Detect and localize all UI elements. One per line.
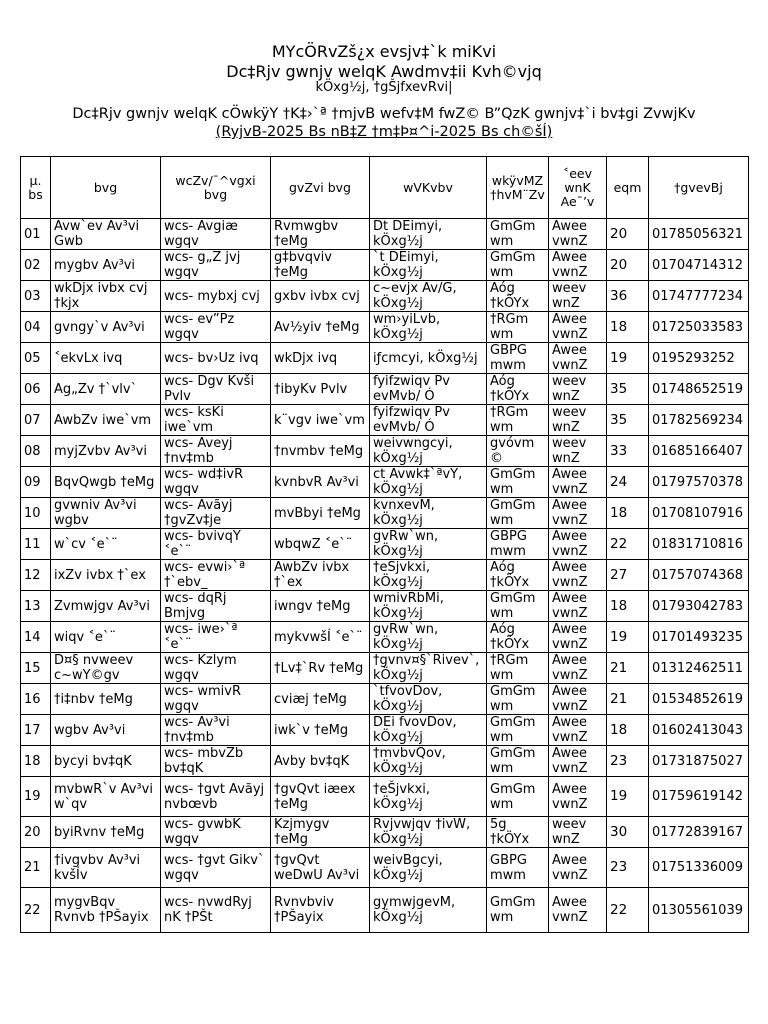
mother-name-cell: iwk`v †eMg bbox=[271, 715, 370, 746]
table-row bbox=[21, 777, 749, 817]
education-cell: GmGm wm bbox=[487, 777, 549, 817]
name-cell: gvwniv Av³vi wgbv bbox=[51, 498, 161, 529]
mobile-cell: 01701493235 bbox=[649, 622, 749, 653]
age-cell: 24 bbox=[607, 467, 649, 498]
age-cell: 18 bbox=[607, 591, 649, 622]
col-header-age: eqm bbox=[607, 157, 649, 219]
government-name: MYcÖRvZš¿x evsjv‡`k miKvi bbox=[271, 42, 497, 61]
serial-cell: 08 bbox=[21, 436, 51, 467]
mother-name-cell: Avby bv‡qK bbox=[271, 746, 370, 777]
address-cell: wmivRbMi, kÖxg½j bbox=[370, 591, 487, 622]
col-header-education: wkÿvMZ †hvM¨Zv bbox=[487, 157, 549, 219]
serial-cell: 10 bbox=[21, 498, 51, 529]
col-header-name: bvg bbox=[51, 157, 161, 219]
serial-cell: 15 bbox=[21, 653, 51, 684]
address-cell: DEi fvovDov, kÖxg½j bbox=[370, 715, 487, 746]
serial-cell: 17 bbox=[21, 715, 51, 746]
age-cell: 21 bbox=[607, 653, 649, 684]
serial-cell: 05 bbox=[21, 343, 51, 374]
mother-name-cell: cviæj †eMg bbox=[271, 684, 370, 715]
mother-name-cell: k¨vgv iwe`vm bbox=[271, 405, 370, 436]
marital-status-cell: Awee vwnZ bbox=[549, 250, 607, 281]
age-cell: 20 bbox=[607, 219, 649, 250]
education-cell: GmGm wm bbox=[487, 498, 549, 529]
marital-status-cell: Awee vwnZ bbox=[549, 715, 607, 746]
marital-status-cell: Awee vwnZ bbox=[549, 219, 607, 250]
age-cell: 22 bbox=[607, 888, 649, 933]
mother-name-cell: †ibyKv Pvlv bbox=[271, 374, 370, 405]
table-row bbox=[21, 343, 749, 374]
serial-cell: 19 bbox=[21, 777, 51, 817]
marital-status-cell: Awee vwnZ bbox=[549, 684, 607, 715]
father-name-cell: wcs- wd‡ivR wgqv bbox=[161, 467, 271, 498]
marital-status-cell: Awee vwnZ bbox=[549, 529, 607, 560]
mother-name-cell: †nvmbv †eMg bbox=[271, 436, 370, 467]
father-name-cell: wcs- Kzlym wgqv bbox=[161, 653, 271, 684]
table-header-row bbox=[21, 157, 749, 219]
serial-cell: 03 bbox=[21, 281, 51, 312]
mobile-cell: 01759619142 bbox=[649, 777, 749, 817]
address-cell: †mvbvQov, kÖxg½j bbox=[370, 746, 487, 777]
age-cell: 19 bbox=[607, 777, 649, 817]
serial-cell: 21 bbox=[21, 848, 51, 888]
address-cell: fyifzwiqv Pv evMvb/ Ó bbox=[370, 374, 487, 405]
education-cell: GmGm wm bbox=[487, 250, 549, 281]
education-cell: GmGm wm bbox=[487, 467, 549, 498]
education-cell: Aóg †kÖYx bbox=[487, 374, 549, 405]
age-cell: 30 bbox=[607, 817, 649, 848]
table-row bbox=[21, 281, 749, 312]
address-cell: weivBgcyi, kÖxg½j bbox=[370, 848, 487, 888]
education-cell: GBPG mwm bbox=[487, 529, 549, 560]
table-row bbox=[21, 653, 749, 684]
table-row bbox=[21, 591, 749, 622]
father-name-cell: wcs- †gvt Gikv` wgqv bbox=[161, 848, 271, 888]
address-cell: `tfvovDov, kÖxg½j bbox=[370, 684, 487, 715]
father-name-cell: wcs- g„Z jvj wgqv bbox=[161, 250, 271, 281]
serial-cell: 16 bbox=[21, 684, 51, 715]
name-cell: Zvmwjgv Av³vi bbox=[51, 591, 161, 622]
mobile-cell: 01725033583 bbox=[649, 312, 749, 343]
name-cell: BqvQwgb †eMg bbox=[51, 467, 161, 498]
age-cell: 23 bbox=[607, 848, 649, 888]
mother-name-cell: †gvQvt weDwU Av³vi bbox=[271, 848, 370, 888]
education-cell: GmGm wm bbox=[487, 888, 549, 933]
address-cell: ct Avwk‡`ªvY, kÖxg½j bbox=[370, 467, 487, 498]
father-name-cell: wcs- bvivqY ˂e`¨ bbox=[161, 529, 271, 560]
education-cell: GmGm wm bbox=[487, 684, 549, 715]
name-cell: ˂ekvLx ivq bbox=[51, 343, 161, 374]
age-cell: 35 bbox=[607, 374, 649, 405]
marital-status-cell: Awee vwnZ bbox=[549, 498, 607, 529]
address-cell: †eSjvkxi, kÖxg½j bbox=[370, 560, 487, 591]
table-row bbox=[21, 405, 749, 436]
education-cell: GmGm wm bbox=[487, 219, 549, 250]
mobile-cell: 01312462511 bbox=[649, 653, 749, 684]
serial-cell: 06 bbox=[21, 374, 51, 405]
age-cell: 35 bbox=[607, 405, 649, 436]
name-cell: Ag„Zv †`vlv` bbox=[51, 374, 161, 405]
father-name-cell: wcs- mbvZb bv‡qK bbox=[161, 746, 271, 777]
table-row bbox=[21, 312, 749, 343]
serial-cell: 20 bbox=[21, 817, 51, 848]
address-cell: gvRw`wn, kÖxg½j bbox=[370, 529, 487, 560]
mother-name-cell: AwbZv ivbx †`ex bbox=[271, 560, 370, 591]
document-period: (RyjvB-2025 Bs nB‡Z †m‡Þ¤^i-2025 Bs ch©šÍ) bbox=[215, 124, 553, 140]
name-cell: mvbwR`v Av³vi w`qv bbox=[51, 777, 161, 817]
name-cell: myjZvbv Av³vi bbox=[51, 436, 161, 467]
age-cell: 23 bbox=[607, 746, 649, 777]
age-cell: 19 bbox=[607, 343, 649, 374]
table-row bbox=[21, 529, 749, 560]
marital-status-cell: Awee vwnZ bbox=[549, 653, 607, 684]
mobile-cell: 01708107916 bbox=[649, 498, 749, 529]
mother-name-cell: Rvmwgbv †eMg bbox=[271, 219, 370, 250]
name-cell: †ivgvbv Av³vi kvšÍv bbox=[51, 848, 161, 888]
mother-name-cell: Rvnvbviv †PŠayix bbox=[271, 888, 370, 933]
marital-status-cell: Awee vwnZ bbox=[549, 560, 607, 591]
education-cell: GmGm wm bbox=[487, 715, 549, 746]
serial-cell: 01 bbox=[21, 219, 51, 250]
name-cell: wkDjx ivbx cvj †kjx bbox=[51, 281, 161, 312]
col-header-marital: ˂eev wnK Ae¯’v bbox=[549, 157, 607, 219]
mobile-cell: 01831710816 bbox=[649, 529, 749, 560]
age-cell: 36 bbox=[607, 281, 649, 312]
name-cell: AwbZv iwe`vm bbox=[51, 405, 161, 436]
mobile-cell: 01782569234 bbox=[649, 405, 749, 436]
address-cell: gvRw`wn, kÖxg½j bbox=[370, 622, 487, 653]
table-row bbox=[21, 560, 749, 591]
name-cell: ixZv ivbx †`ex bbox=[51, 560, 161, 591]
education-cell: GmGm wm bbox=[487, 591, 549, 622]
trainee-table bbox=[20, 156, 749, 933]
mobile-cell: 01772839167 bbox=[649, 817, 749, 848]
age-cell: 22 bbox=[607, 529, 649, 560]
age-cell: 18 bbox=[607, 312, 649, 343]
table-row bbox=[21, 498, 749, 529]
marital-status-cell: Awee vwnZ bbox=[549, 848, 607, 888]
mother-name-cell: wbqwZ ˂e`¨ bbox=[271, 529, 370, 560]
table-row bbox=[21, 848, 749, 888]
col-header-mobile: †gvevBj bbox=[649, 157, 749, 219]
mother-name-cell: †Lv‡`Rv †eMg bbox=[271, 653, 370, 684]
marital-status-cell: weev wnZ bbox=[549, 817, 607, 848]
father-name-cell: wcs- mybxj cvj bbox=[161, 281, 271, 312]
marital-status-cell: weev wnZ bbox=[549, 374, 607, 405]
age-cell: 18 bbox=[607, 715, 649, 746]
mobile-cell: 01747777234 bbox=[649, 281, 749, 312]
table-row bbox=[21, 684, 749, 715]
father-name-cell: wcs- bv›Uz ivq bbox=[161, 343, 271, 374]
col-header-father: wcZv/¯^vgxi bvg bbox=[161, 157, 271, 219]
father-name-cell: wcs- Avãyj †gvZv‡je bbox=[161, 498, 271, 529]
age-cell: 27 bbox=[607, 560, 649, 591]
name-cell: †i‡nbv †eMg bbox=[51, 684, 161, 715]
father-name-cell: wcs- ev”Pz wgqv bbox=[161, 312, 271, 343]
address-cell: Dt DEimyi, kÖxg½j bbox=[370, 219, 487, 250]
table-row bbox=[21, 746, 749, 777]
address-cell: wm›yiLvb, kÖxg½j bbox=[370, 312, 487, 343]
father-name-cell: wcs- ksKi iwe`vm bbox=[161, 405, 271, 436]
mobile-cell: 01793042783 bbox=[649, 591, 749, 622]
table-row bbox=[21, 888, 749, 933]
name-cell: w`cv ˂e`¨ bbox=[51, 529, 161, 560]
address-cell: †gvnv¤§`Rivev`, kÖxg½j bbox=[370, 653, 487, 684]
name-cell: D¤§ nvweev c~wY©gv bbox=[51, 653, 161, 684]
marital-status-cell: Awee vwnZ bbox=[549, 888, 607, 933]
name-cell: bycyi bv‡qK bbox=[51, 746, 161, 777]
table-row bbox=[21, 374, 749, 405]
father-name-cell: wcs- Av³vi †nv‡mb bbox=[161, 715, 271, 746]
name-cell: wiqv ˂e`¨ bbox=[51, 622, 161, 653]
table-row bbox=[21, 715, 749, 746]
mother-name-cell: Kzjmygv †eMg bbox=[271, 817, 370, 848]
marital-status-cell: weev wnZ bbox=[549, 405, 607, 436]
mobile-cell: 0195293252 bbox=[649, 343, 749, 374]
education-cell: GmGm wm bbox=[487, 746, 549, 777]
address-cell: `t DEimyi, kÖxg½j bbox=[370, 250, 487, 281]
serial-cell: 09 bbox=[21, 467, 51, 498]
marital-status-cell: weev wnZ bbox=[549, 281, 607, 312]
father-name-cell: wcs- iwe›`ª ˂e`¨ bbox=[161, 622, 271, 653]
address-cell: iƒcmcyi, kÖxg½j bbox=[370, 343, 487, 374]
education-cell: †RGm wm bbox=[487, 405, 549, 436]
father-name-cell: wcs- Aveyj †nv‡mb bbox=[161, 436, 271, 467]
father-name-cell: wcs- evwi›`ª †`ebv_ bbox=[161, 560, 271, 591]
marital-status-cell: Awee vwnZ bbox=[549, 467, 607, 498]
col-header-address: wVKvbv bbox=[370, 157, 487, 219]
address-cell: kvnxevM, kÖxg½j bbox=[370, 498, 487, 529]
col-header-mother: gvZvi bvg bbox=[271, 157, 370, 219]
table-row bbox=[21, 436, 749, 467]
address-cell: c~evjx Av/G, kÖxg½j bbox=[370, 281, 487, 312]
mobile-cell: 01602413043 bbox=[649, 715, 749, 746]
education-cell: †RGm wm bbox=[487, 653, 549, 684]
mother-name-cell: kvnbvR Av³vi bbox=[271, 467, 370, 498]
mobile-cell: 01305561039 bbox=[649, 888, 749, 933]
education-cell: GBPG mwm bbox=[487, 848, 549, 888]
father-name-cell: wcs- gvwbK wgqv bbox=[161, 817, 271, 848]
name-cell: byiRvnv †eMg bbox=[51, 817, 161, 848]
table-row bbox=[21, 467, 749, 498]
serial-cell: 07 bbox=[21, 405, 51, 436]
mother-name-cell: †gvQvt iæex †eMg bbox=[271, 777, 370, 817]
mother-name-cell: g‡bvqviv †eMg bbox=[271, 250, 370, 281]
office-location: kÖxg½j, †gŠjfxevRvi| bbox=[315, 80, 453, 95]
marital-status-cell: Awee vwnZ bbox=[549, 777, 607, 817]
mobile-cell: 01685166407 bbox=[649, 436, 749, 467]
education-cell: GBPG mwm bbox=[487, 343, 549, 374]
mother-name-cell: iwngv †eMg bbox=[271, 591, 370, 622]
document-title: Dc‡Rjv gwnjv welqK cÖwkÿY †K‡›`ª †mjvB wefv‡M fwZ© B”QzK gwnjv‡`i bv‡gi ZvwjKv bbox=[72, 106, 696, 122]
name-cell: mygbv Av³vi bbox=[51, 250, 161, 281]
father-name-cell: wcs- wmivR wgqv bbox=[161, 684, 271, 715]
serial-cell: 22 bbox=[21, 888, 51, 933]
education-cell: gvóvm © bbox=[487, 436, 549, 467]
mother-name-cell: wkDjx ivq bbox=[271, 343, 370, 374]
marital-status-cell: Awee vwnZ bbox=[549, 591, 607, 622]
address-cell: fyifzwiqv Pv evMvb/ Ó bbox=[370, 405, 487, 436]
table-row bbox=[21, 219, 749, 250]
table-row bbox=[21, 250, 749, 281]
mobile-cell: 01731875027 bbox=[649, 746, 749, 777]
name-cell: mygvBqv Rvnvb †PŠayix bbox=[51, 888, 161, 933]
age-cell: 33 bbox=[607, 436, 649, 467]
age-cell: 18 bbox=[607, 498, 649, 529]
marital-status-cell: Awee vwnZ bbox=[549, 312, 607, 343]
age-cell: 21 bbox=[607, 684, 649, 715]
address-cell: †eŠjvkxi, kÖxg½j bbox=[370, 777, 487, 817]
name-cell: wgbv Av³vi bbox=[51, 715, 161, 746]
education-cell: Aóg †kÖYx bbox=[487, 281, 549, 312]
marital-status-cell: Awee vwnZ bbox=[549, 622, 607, 653]
serial-cell: 04 bbox=[21, 312, 51, 343]
mother-name-cell: gxbv ivbx cvj bbox=[271, 281, 370, 312]
address-cell: Rvjvwjqv †ivW, kÖxg½j bbox=[370, 817, 487, 848]
father-name-cell: wcs- nvwdRyj nK †PŠt bbox=[161, 888, 271, 933]
mobile-cell: 01534852619 bbox=[649, 684, 749, 715]
serial-cell: 12 bbox=[21, 560, 51, 591]
marital-status-cell: Awee vwnZ bbox=[549, 343, 607, 374]
mobile-cell: 01748652519 bbox=[649, 374, 749, 405]
education-cell: †RGm wm bbox=[487, 312, 549, 343]
marital-status-cell: weev wnZ bbox=[549, 436, 607, 467]
father-name-cell: wcs- Dgv Kvši Pvlv bbox=[161, 374, 271, 405]
mobile-cell: 01751336009 bbox=[649, 848, 749, 888]
serial-cell: 18 bbox=[21, 746, 51, 777]
serial-cell: 02 bbox=[21, 250, 51, 281]
address-cell: gymwjgevM, kÖxg½j bbox=[370, 888, 487, 933]
mobile-cell: 01757074368 bbox=[649, 560, 749, 591]
name-cell: Avw`ev Av³vi Gwb bbox=[51, 219, 161, 250]
mother-name-cell: mvBbyi †eMg bbox=[271, 498, 370, 529]
address-cell: weivwngcyi, kÖxg½j bbox=[370, 436, 487, 467]
mother-name-cell: mykvwšÍ ˂e`¨ bbox=[271, 622, 370, 653]
name-cell: gvngy`v Av³vi bbox=[51, 312, 161, 343]
table-body bbox=[21, 219, 749, 933]
mobile-cell: 01797570378 bbox=[649, 467, 749, 498]
mother-name-cell: Av½yiv †eMg bbox=[271, 312, 370, 343]
mobile-cell: 01785056321 bbox=[649, 219, 749, 250]
age-cell: 20 bbox=[607, 250, 649, 281]
table-row bbox=[21, 622, 749, 653]
father-name-cell: wcs- Avgiæ wgqv bbox=[161, 219, 271, 250]
serial-cell: 11 bbox=[21, 529, 51, 560]
age-cell: 19 bbox=[607, 622, 649, 653]
office-name: Dc‡Rjv gwnjv welqK Awdmv‡ii Kvh©vjq bbox=[226, 62, 542, 81]
father-name-cell: wcs- dqRj Bmjvg bbox=[161, 591, 271, 622]
serial-cell: 14 bbox=[21, 622, 51, 653]
marital-status-cell: Awee vwnZ bbox=[549, 746, 607, 777]
education-cell: Aóg †kÖYx bbox=[487, 560, 549, 591]
table-row bbox=[21, 817, 749, 848]
mobile-cell: 01704714312 bbox=[649, 250, 749, 281]
serial-cell: 13 bbox=[21, 591, 51, 622]
father-name-cell: wcs- †gvt Avãyj nvbœvb bbox=[161, 777, 271, 817]
education-cell: 5g †kÖYx bbox=[487, 817, 549, 848]
education-cell: Aóg †kÖYx bbox=[487, 622, 549, 653]
col-header-serial: µ. bs bbox=[21, 157, 51, 219]
